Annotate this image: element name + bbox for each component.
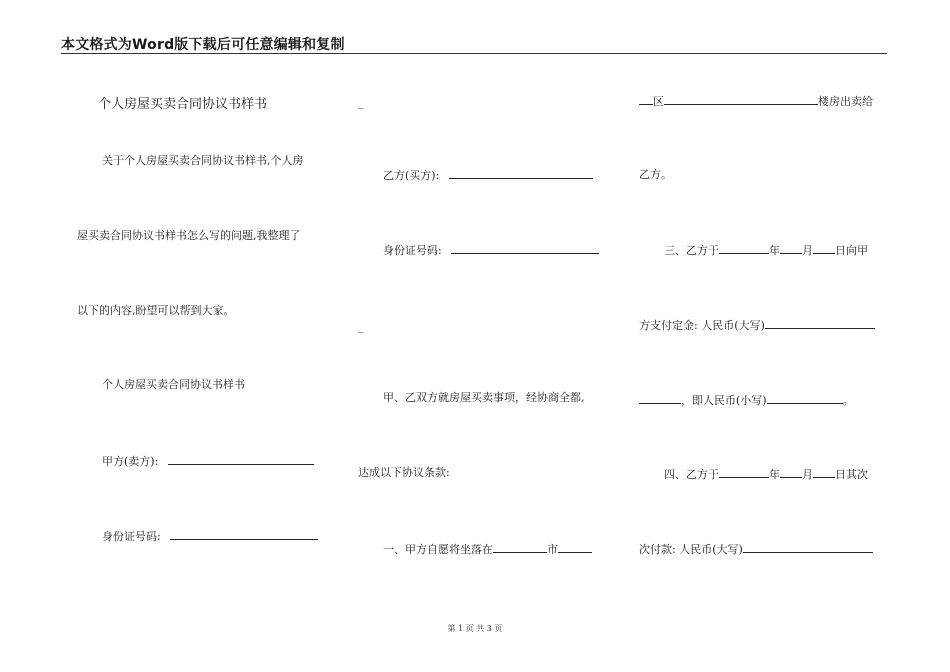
- clause-1-prefix: 一、甲方自愿将坐落在: [383, 543, 493, 556]
- clause-3-month: 月: [802, 244, 813, 257]
- clause-1-city-blank: [558, 541, 592, 553]
- clause-1-location-blank: [493, 541, 547, 553]
- deposit-label: 方支付定金: 人民币(大写): [639, 319, 765, 332]
- second-payment-line: [639, 541, 873, 557]
- clause-3-day-to: 日向甲: [835, 244, 868, 257]
- deposit-continue-blank: [639, 392, 681, 404]
- page-number: 第 1 页 共 3 页: [447, 624, 503, 633]
- clause-3-day-blank: [813, 242, 835, 254]
- clause-3-year-blank: [719, 242, 769, 254]
- party-b-line: [383, 167, 593, 183]
- agreement-line-1: 甲、乙双方就房屋买卖事项，经协商全都,: [383, 391, 585, 404]
- district-pre-blank: [639, 93, 653, 105]
- clause-3-year: 年: [769, 244, 780, 257]
- clause-4-day-blank: [813, 466, 835, 478]
- party-b-blank: [449, 167, 593, 179]
- intro-line-3: 以下的内容,盼望可以帮到大家。: [77, 304, 235, 317]
- clause-3-prefix: 三、乙方于: [664, 244, 719, 257]
- second-payment-label: 次付款: 人民币(大写): [639, 543, 743, 556]
- party-a-line: [102, 453, 314, 469]
- deposit-line: [639, 317, 875, 333]
- id-number-b-line: [383, 242, 599, 258]
- deposit-amount-blank: [765, 317, 875, 329]
- agreement-line-2: 达成以下协议条款:: [358, 466, 450, 479]
- dash-marker-2: _: [358, 320, 364, 333]
- deposit-small-line: [639, 392, 854, 408]
- clause-1-line: [383, 541, 592, 557]
- intro-line-1: 关于个人房屋买卖合同协议书样书,个人房: [102, 154, 304, 167]
- district-line: [639, 93, 873, 109]
- document-title: 个人房屋买卖合同协议书样书: [98, 97, 268, 112]
- deposit-small-label: ，即人民币(小写): [681, 394, 767, 407]
- party-a-label: 甲方(卖方):: [102, 455, 159, 468]
- id-number-b-label: 身份证号码:: [383, 244, 442, 257]
- id-number-a-blank: [170, 528, 318, 540]
- second-payment-blank: [743, 541, 873, 553]
- clause-4-line: [664, 466, 868, 482]
- building-sale-label: 楼房出卖给: [818, 95, 873, 108]
- party-a-blank: [168, 453, 314, 465]
- clause-4-month-blank: [780, 466, 802, 478]
- header-title: 本文格式为Word版下载后可任意编辑和复制: [61, 37, 345, 53]
- id-number-a-line: [102, 528, 318, 544]
- party-b-label: 乙方(买方):: [383, 169, 440, 182]
- dash-marker-1: _: [358, 96, 364, 109]
- clause-4-month: 月: [802, 468, 813, 481]
- clause-4-year-blank: [719, 466, 769, 478]
- clause-4-day-next: 日其次: [835, 468, 868, 481]
- intro-line-2: 屋买卖合同协议书样书怎么写的问题,我整理了: [77, 229, 301, 242]
- clause-1-city: 市: [547, 543, 558, 556]
- district-blank: [664, 93, 818, 105]
- id-number-b-blank: [451, 242, 599, 254]
- clause-4-year: 年: [769, 468, 780, 481]
- clause-3-line: [664, 242, 868, 258]
- clause-4-prefix: 四、乙方于: [664, 468, 719, 481]
- district-label: 区: [653, 95, 664, 108]
- contract-subtitle: 个人房屋买卖合同协议书样书: [102, 378, 245, 391]
- deposit-period: 。: [842, 394, 854, 407]
- party-b-end: 乙方。: [639, 168, 672, 181]
- clause-3-month-blank: [780, 242, 802, 254]
- header-divider: [61, 53, 887, 54]
- deposit-small-blank: [767, 392, 843, 404]
- id-number-a-label: 身份证号码:: [102, 530, 161, 543]
